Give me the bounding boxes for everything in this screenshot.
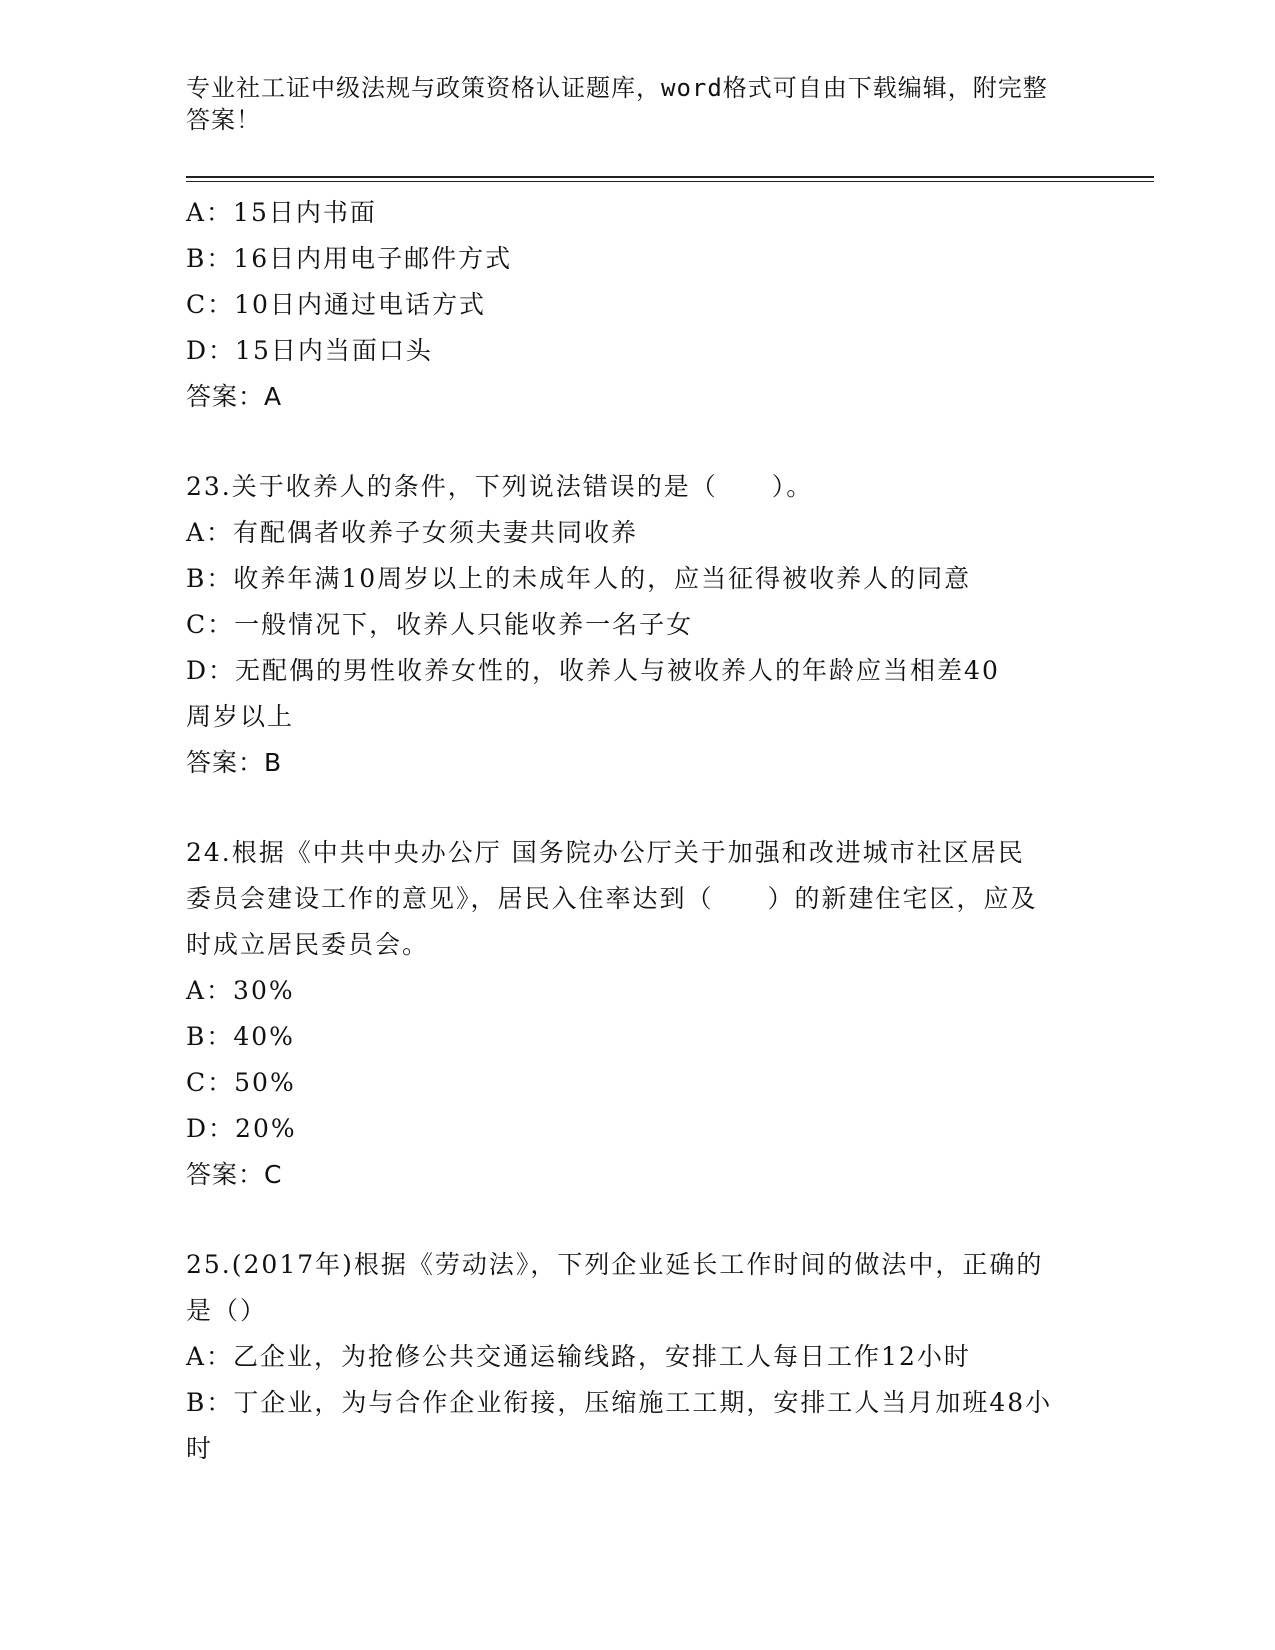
option-c: C：50%: [186, 1068, 296, 1097]
option-b: B：丁企业，为与合作企业衔接，压缩施工工期，安排工人当月加班48小时: [186, 1388, 1053, 1463]
answer-line: 答案：B: [186, 748, 283, 777]
question-block: [186, 1242, 1086, 1472]
option-a: A：乙企业，为抢修公共交通运输线路，安排工人每日工作12小时: [186, 1342, 971, 1371]
question-list: [186, 190, 1086, 1472]
answer-line: 答案：C: [186, 1160, 283, 1189]
question-stem: 25.(2017年)根据《劳动法》，下列企业延长工作时间的做法中，正确的是（）: [186, 1250, 1044, 1325]
option-d: D：无配偶的男性收养女性的，收养人与被收养人的年龄应当相差40周岁以上: [186, 656, 1000, 731]
option-b: B：16日内用电子邮件方式: [186, 244, 513, 273]
option-b: B：40%: [186, 1022, 295, 1051]
option-c: C：一般情况下，收养人只能收养一名子女: [186, 610, 694, 639]
question-stem: 23.关于收养人的条件，下列说法错误的是（ ）。: [186, 472, 814, 501]
option-b: B：收养年满10周岁以上的未成年人的，应当征得被收养人的同意: [186, 564, 972, 593]
question-stem: 24.根据《中共中央办公厅 国务院办公厅关于加强和改进城市社区居民委员会建设工作的意见》，居民入住率达到（ ）的新建住宅区，应及时成立居民委员会。: [186, 838, 1038, 959]
header-divider-thin: [186, 181, 1154, 182]
option-a: A：15日内书面: [186, 198, 377, 227]
option-c: C：10日内通过电话方式: [186, 290, 486, 319]
header-divider: [186, 176, 1154, 178]
question-block: [186, 190, 1086, 420]
question-block: [186, 830, 1086, 1198]
question-block: [186, 464, 1086, 786]
answer-line: 答案：A: [186, 382, 283, 411]
option-a: A：有配偶者收养子女须夫妻共同收养: [186, 518, 639, 547]
option-d: D：15日内当面口头: [186, 336, 433, 365]
option-a: A：30%: [186, 976, 295, 1005]
option-d: D：20%: [186, 1114, 297, 1143]
page-header: 专业社工证中级法规与政策资格认证题库，word格式可自由下载编辑，附完整答案！: [186, 74, 1048, 134]
